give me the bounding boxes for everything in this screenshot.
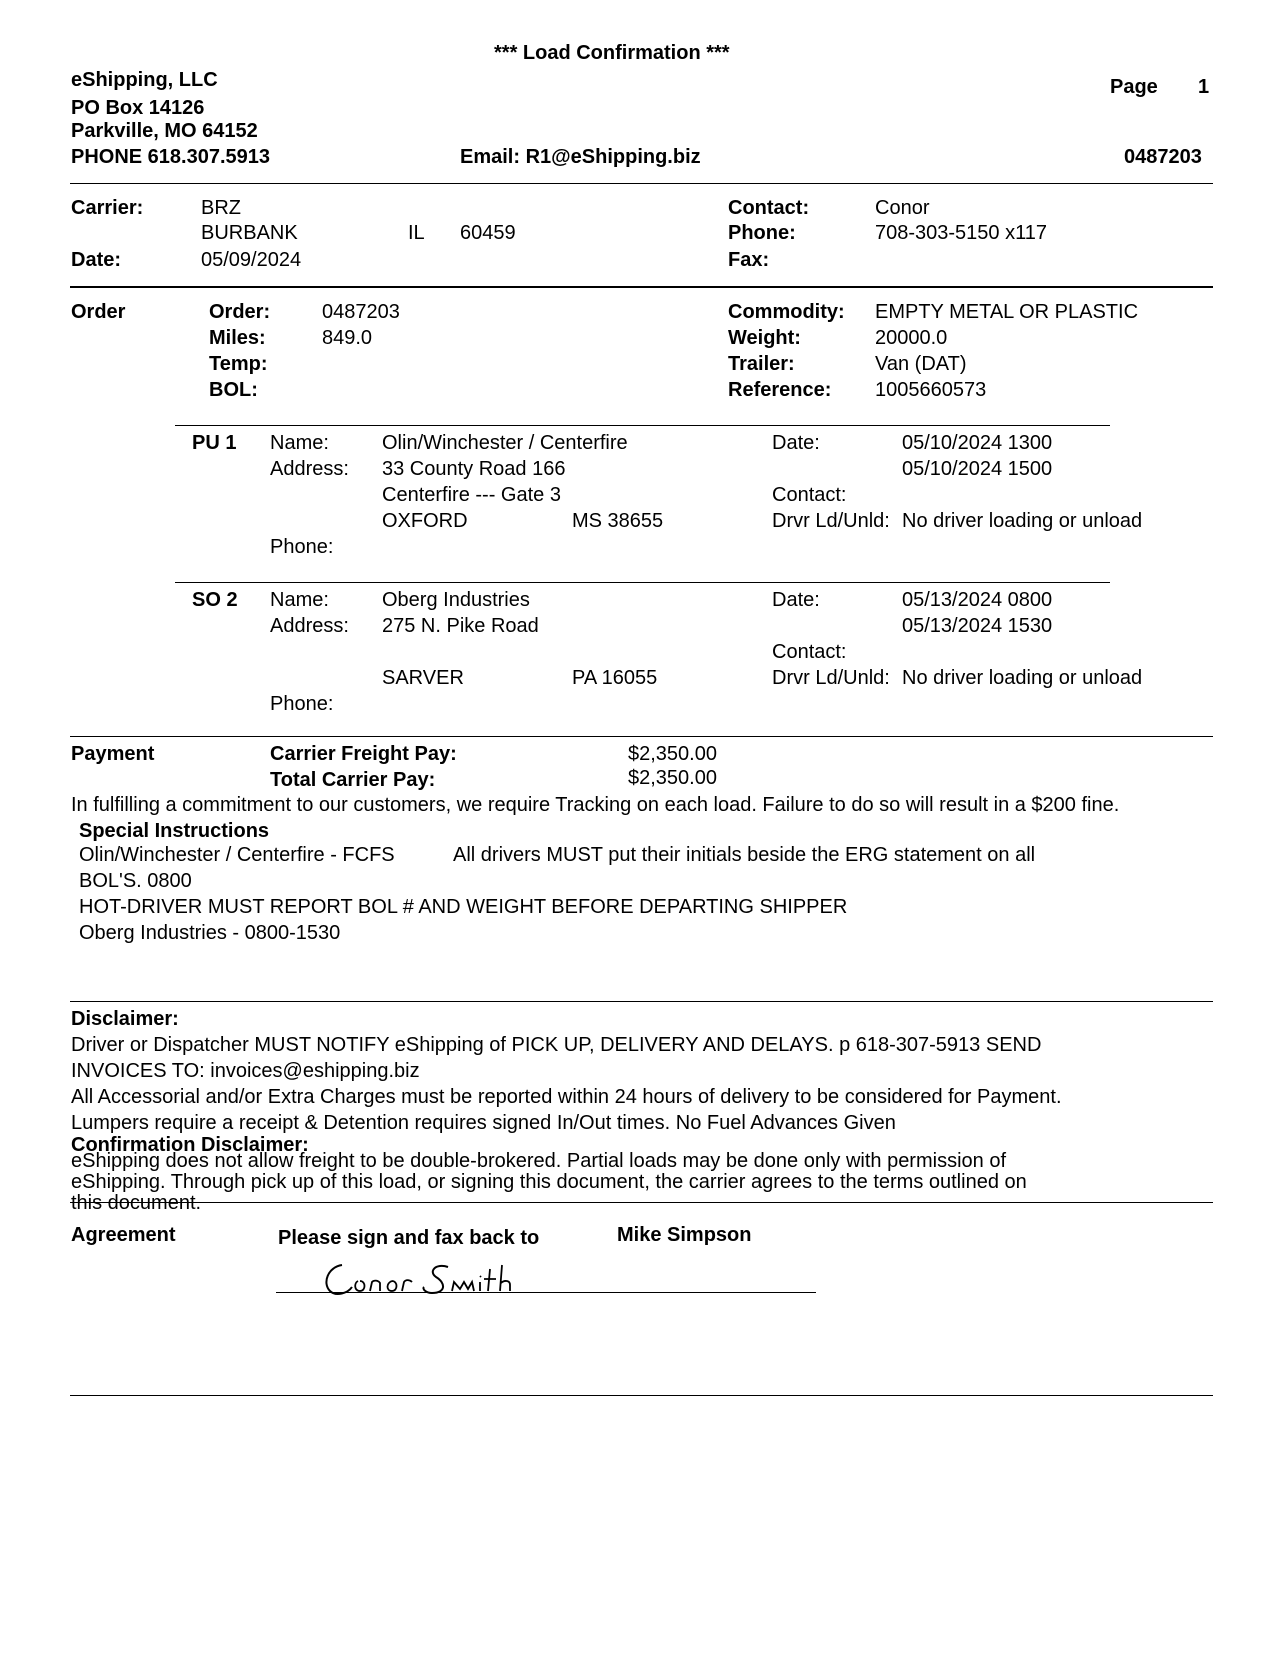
carrier-name: BRZ [201,197,241,219]
company-address-line1: PO Box 14126 [71,97,205,119]
pickup-name-label: Name: [270,432,329,454]
delivery-address1: 275 N. Pike Road [382,615,539,637]
special-instruction-line: BOL'S. 0800 [79,870,192,892]
delivery-state-zip: PA 16055 [572,667,658,689]
carrier-city: BURBANK [201,222,298,244]
delivery-name: Oberg Industries [382,589,530,611]
page-label: Page [1110,76,1158,98]
pickup-state-zip: MS 38655 [572,510,664,532]
disclaimer-line: All Accessorial and/or Extra Charges must be reported within 24 hours of delivery to be considered for Payment. [71,1086,1062,1108]
pickup-drvr-label: Drvr Ld/Unld: [772,510,890,532]
delivery-drvr-label: Drvr Ld/Unld: [772,667,890,689]
divider [70,1202,1213,1203]
delivery-contact-label: Contact: [772,641,847,663]
disclaimer-line: INVOICES TO: invoices@eshipping.biz [71,1060,420,1082]
pickup-address2: Centerfire --- Gate 3 [382,484,561,506]
order-section-label: Order [71,301,126,323]
weight-label: Weight: [728,327,801,349]
pickup-name: Olin/Winchester / Centerfire [382,432,628,454]
disclaimer-line: Lumpers require a receipt & Detention requires signed In/Out times. No Fuel Advances Given [71,1112,896,1134]
delivery-date-label: Date: [772,589,820,611]
divider [70,183,1213,184]
disclaimer-heading: Disclaimer: [71,1008,179,1030]
pickup-address1: 33 County Road 166 [382,458,566,480]
carrier-date: 05/09/2024 [201,249,302,271]
disclaimer-line: Driver or Dispatcher MUST NOTIFY eShipping of PICK UP, DELIVERY AND DELAYS. p 618-307-5913 SEND [71,1034,1042,1056]
pickup-date1: 05/10/2024 1300 [902,432,1053,454]
delivery-city: SARVER [382,667,464,689]
confirmation-disclaimer-heading: Confirmation Disclaimer: [71,1134,309,1156]
divider [70,736,1213,737]
signature-line [276,1292,816,1293]
reference-label: Reference: [728,379,832,401]
delivery-tag: SO 2 [192,589,238,611]
divider [70,1395,1213,1396]
sign-fax-label: Please sign and fax back to [278,1227,540,1249]
date-label: Date: [71,249,122,271]
commodity-label: Commodity: [728,301,845,323]
order-number: 0487203 [322,301,400,323]
tracking-note: In fulfilling a commitment to our customers, we require Tracking on each load. Failure to do so will result in a $200 fine. [71,794,1120,816]
freight-pay-amount: $2,350.00 [628,743,717,765]
carrier-label: Carrier: [71,197,144,219]
special-instruction-line: HOT-DRIVER MUST REPORT BOL # AND WEIGHT BEFORE DEPARTING SHIPPER [79,896,848,918]
delivery-address-label: Address: [270,615,349,637]
delivery-date1: 05/13/2024 0800 [902,589,1053,611]
special-instruction-line: All drivers MUST put their initials beside the ERG statement on all [453,844,1036,866]
company-address-line2: Parkville, MO 64152 [71,120,258,142]
total-pay-label: Total Carrier Pay: [270,769,436,791]
pickup-phone-label: Phone: [270,536,334,558]
contact-label: Contact: [728,197,810,219]
special-instruction-line: Olin/Winchester / Centerfire - FCFS [79,844,395,866]
freight-pay-label: Carrier Freight Pay: [270,743,457,765]
carrier-contact: Conor [875,197,930,219]
special-instruction-line: Oberg Industries - 0800-1530 [79,922,341,944]
order-commodity: EMPTY METAL OR PLASTIC [875,301,1139,323]
company-phone: PHONE 618.307.5913 [71,146,271,168]
miles-label: Miles: [209,327,266,349]
divider [70,286,1213,288]
delivery-drvr: No driver loading or unload [902,667,1143,689]
delivery-name-label: Name: [270,589,329,611]
pickup-date2: 05/10/2024 1500 [902,458,1053,480]
phone-label: Phone: [728,222,796,244]
signature [320,1253,580,1303]
pickup-address-label: Address: [270,458,349,480]
order-weight: 20000.0 [875,327,948,349]
divider [70,1001,1213,1002]
divider [175,582,1110,583]
order-label: Order: [209,301,271,323]
bol-label: BOL: [209,379,258,401]
pickup-tag: PU 1 [192,432,237,454]
company-email: Email: R1@eShipping.biz [460,146,701,168]
order-reference: 1005660573 [875,379,987,401]
order-trailer: Van (DAT) [875,353,967,375]
carrier-state: IL [408,222,425,244]
header-order-number: 0487203 [1124,146,1202,168]
payment-section-label: Payment [71,743,155,765]
pickup-contact-label: Contact: [772,484,847,506]
delivery-date2: 05/13/2024 1530 [902,615,1053,637]
pickup-date-label: Date: [772,432,820,454]
confirmation-disclaimer-line: eShipping. Through pick up of this load, or signing this document, the carrier agrees to the terms outlined on [71,1171,1027,1193]
page-number: 1 [1198,76,1210,98]
divider [175,425,1110,426]
signer-name: Mike Simpson [617,1224,752,1246]
pickup-city: OXFORD [382,510,468,532]
trailer-label: Trailer: [728,353,795,375]
confirmation-disclaimer-line: this document. [71,1192,202,1214]
fax-label: Fax: [728,249,770,271]
pickup-drvr: No driver loading or unload [902,510,1143,532]
temp-label: Temp: [209,353,268,375]
delivery-phone-label: Phone: [270,693,334,715]
document-title: *** Load Confirmation *** [494,42,730,64]
company-name: eShipping, LLC [71,69,218,91]
order-miles: 849.0 [322,327,373,349]
special-instructions-heading: Special Instructions [79,820,270,842]
total-pay-amount: $2,350.00 [628,767,717,789]
carrier-zip: 60459 [460,222,516,244]
agreement-section-label: Agreement [71,1224,176,1246]
carrier-phone: 708-303-5150 x117 [875,222,1047,244]
confirmation-disclaimer-line: eShipping does not allow freight to be double-brokered. Partial loads may be done only with permission of [71,1150,1006,1172]
